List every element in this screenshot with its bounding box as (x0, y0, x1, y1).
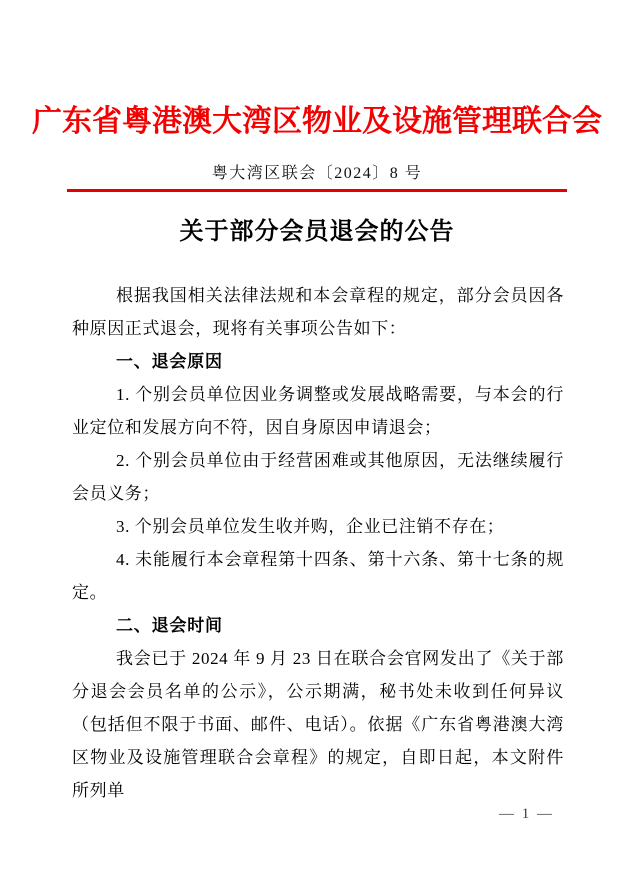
paragraph-withdrawal-time: 我会已于 2024 年 9 月 23 日在联合会官网发出了《关于部分退会会员名单的公示》，公示期满，秘书处未收到任何异议（包括但不限于书面、邮件、电话）。依据《广东省粤港澳大湾区物业及设施管理联合会章程》的规定，自即日起，本文附件所列单 (72, 649, 564, 800)
section-heading-withdrawal-reasons: 一、退会原因 (116, 352, 223, 371)
document-title: 关于部分会员退会的公告 (179, 219, 455, 245)
list-item-reason-1: 1. 个别会员单位因业务调整或发展战略需要，与本会的行业定位和发展方向不符，因自身原因申请退会； (72, 385, 564, 437)
paragraph-intro: 根据我国相关法律法规和本会章程的规定，部分会员因各种原因正式退会，现将有关事项公告如下： (72, 286, 564, 338)
org-title: 广东省粤港澳大湾区物业及设施管理联合会 (32, 105, 602, 138)
page-number: — 1 — (499, 806, 554, 822)
section-heading-withdrawal-time: 二、退会时间 (116, 616, 223, 635)
document-body (72, 279, 564, 807)
list-item-reason-2: 2. 个别会员单位由于经营困难或其他原因，无法继续履行会员义务； (72, 451, 564, 503)
doc-number: 粤大湾区联会〔2024〕8 号 (211, 165, 423, 182)
list-item-reason-3: 3. 个别会员单位发生收并购，企业已注销不存在； (116, 517, 505, 536)
list-item-reason-4: 4. 未能履行本会章程第十四条、第十六条、第十七条的规定。 (72, 550, 564, 602)
red-divider (67, 189, 567, 192)
